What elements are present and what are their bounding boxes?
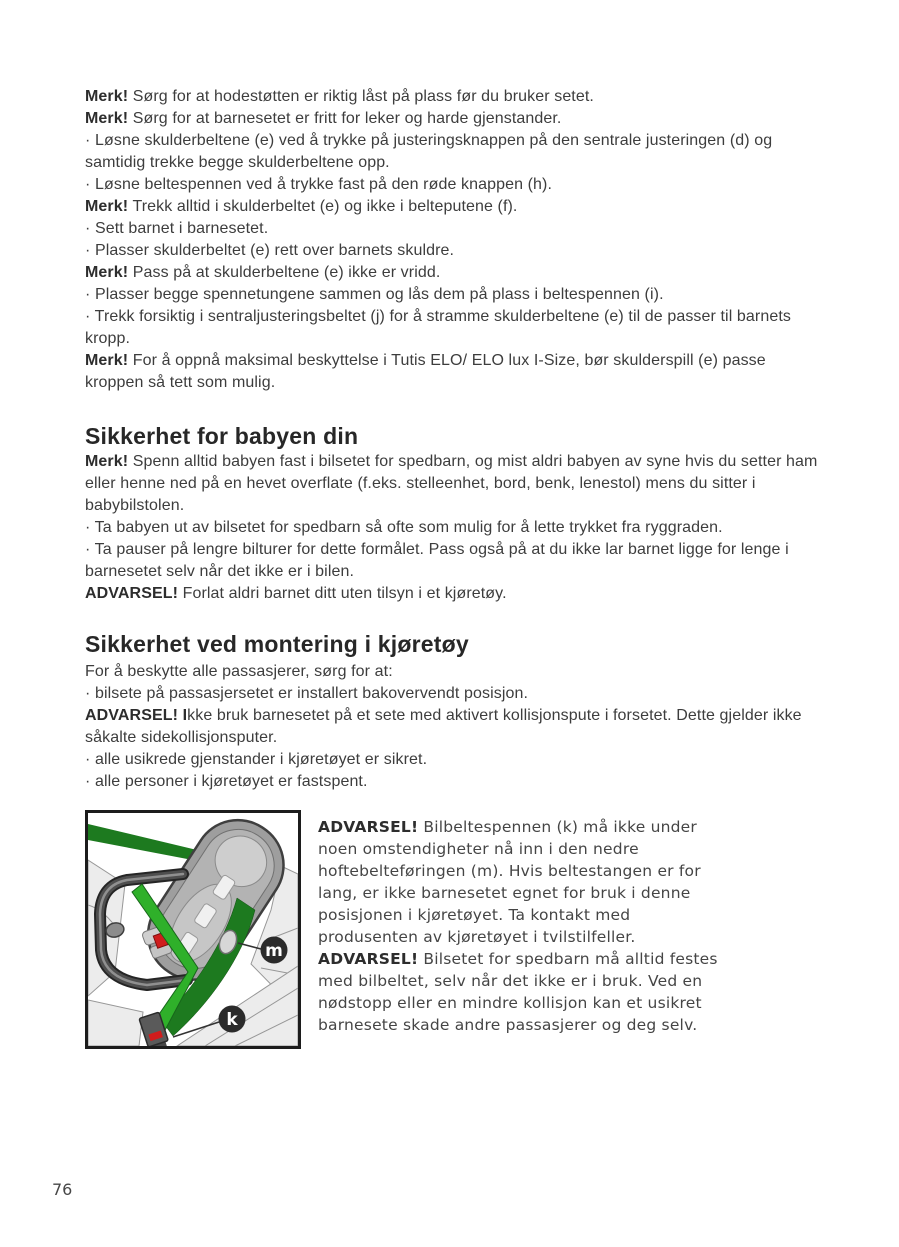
- paragraph: [85, 749, 822, 771]
- emphasis-label: Merk!: [85, 110, 129, 127]
- paragraph: [85, 240, 822, 262]
- paragraph: [85, 539, 822, 583]
- label-k-text: k: [226, 1010, 238, 1030]
- page-number: 76: [52, 1180, 73, 1199]
- intro-instructions: [85, 86, 822, 394]
- paragraph: [85, 174, 822, 196]
- paragraph-text: Forlat aldri barnet ditt uten tilsyn i et kjøretøy.: [178, 585, 507, 602]
- paragraph: [85, 771, 822, 793]
- paragraph-text: · Løsne beltespennen ved å trykke fast på den røde knappen (h).: [85, 176, 553, 193]
- paragraph-text: · Plasser skulderbeltet (e) rett over barnets skuldre.: [85, 242, 455, 259]
- warning-column: [318, 816, 732, 1036]
- paragraph-text: For å beskytte alle passasjerer, sørg for at:: [85, 663, 393, 680]
- emphasis-label: Merk!: [85, 264, 129, 281]
- paragraph-text: · Sett barnet i barnesetet.: [85, 220, 269, 237]
- label-m-badge: [261, 937, 288, 964]
- paragraph: [85, 262, 822, 284]
- paragraph-text: · Ta pauser på lengre bilturer for dette formålet. Pass også på at du ikke lar barnet ligge for lenge i barnesetet selv når det ikke er i bilen.: [85, 541, 789, 580]
- section-vehicle-safety: [85, 661, 822, 793]
- emphasis-label: Merk!: [85, 352, 129, 369]
- paragraph-text: Bilsetet for spedbarn må alltid festes med bilbeltet, selv når det ikke er i bruk. Ved en nødstopp eller en mindre kollisjon kan et usikret barnesete skade andre passasjerer og deg selv.: [318, 950, 718, 1034]
- label-m-text: m: [265, 941, 283, 961]
- emphasis-label: ADVARSEL!: [318, 950, 419, 968]
- paragraph-text: · Trekk forsiktig i sentraljusteringsbeltet (j) for å stramme skulderbeltene (e) til de passer til barnets kropp.: [85, 308, 791, 347]
- paragraph: [85, 350, 822, 394]
- paragraph-text: For å oppnå maksimal beskyttelse i Tutis ELO/ ELO lux I-Size, bør skulderspill (e) passe kroppen så tett som mulig.: [85, 352, 766, 391]
- emphasis-label: Merk!: [85, 453, 129, 470]
- warning-paragraph: [318, 816, 732, 948]
- emphasis-label: Merk!: [85, 88, 129, 105]
- section-heading-baby: Sikkerhet for babyen din: [85, 423, 359, 449]
- paragraph-text: Bilbeltespennen (k) må ikke under noen omstendigheter nå inn i den nedre hoftebelteføringen (m). Hvis beltestangen er for lang, er ikke barnesetet egnet for bruk i denne posisjonen i kjøretøyet. Ta kontakt med produsenten av kjøretøyet i tvilstilfeller.: [318, 818, 701, 946]
- paragraph: [85, 306, 822, 350]
- section-heading-vehicle: Sikkerhet ved montering i kjøretøy: [85, 631, 469, 657]
- paragraph: [85, 218, 822, 240]
- section-baby-safety: [85, 451, 822, 605]
- paragraph-text: · alle usikrede gjenstander i kjøretøyet er sikret.: [85, 751, 428, 768]
- paragraph: [85, 451, 822, 517]
- paragraph-text: Sørg for at hodestøtten er riktig låst på plass før du bruker setet.: [128, 88, 594, 105]
- paragraph: [85, 683, 822, 705]
- paragraph: [85, 86, 822, 108]
- car-seat-illustration: [85, 810, 301, 1049]
- paragraph-text: · alle personer i kjøretøyet er fastspent.: [85, 773, 368, 790]
- figure-car-seat-belt-routing: [85, 810, 301, 1049]
- paragraph: [85, 108, 822, 130]
- paragraph-text: · Plasser begge spennetungene sammen og lås dem på plass i beltespennen (i).: [85, 286, 664, 303]
- paragraph: [85, 130, 822, 174]
- paragraph-text: kke bruk barnesetet på et sete med aktivert kollisjonspute i forsetet. Dette gjelder ikke såkalte sidekollisjonsputer.: [85, 707, 802, 746]
- paragraph-text: Spenn alltid babyen fast i bilsetet for spedbarn, og mist aldri babyen av syne hvis du setter ham eller henne ned på en hevet overflate (f.eks. stelleenhet, bord, benk, lenestol) mens du sitter i babybilstolen.: [85, 453, 818, 514]
- paragraph: [85, 196, 822, 218]
- paragraph-text: · Ta babyen ut av bilsetet for spedbarn så ofte som mulig for å lette trykket fra ryggraden.: [85, 519, 723, 536]
- paragraph-text: Sørg for at barnesetet er fritt for leker og harde gjenstander.: [128, 110, 562, 127]
- paragraph-text: Pass på at skulderbeltene (e) ikke er vridd.: [128, 264, 441, 281]
- emphasis-label: ADVARSEL!: [318, 818, 419, 836]
- emphasis-label: ADVARSEL!: [85, 585, 179, 602]
- paragraph: [85, 517, 822, 539]
- paragraph-text: · Løsne skulderbeltene (e) ved å trykke på justeringsknappen på den sentrale justeringen (d) og samtidig trekke begge skulderbeltene opp.: [85, 132, 773, 171]
- paragraph: [85, 583, 822, 605]
- paragraph-text: Trekk alltid i skulderbeltet (e) og ikke i belteputene (f).: [128, 198, 518, 215]
- paragraph: [85, 661, 822, 683]
- paragraph: [85, 284, 822, 306]
- label-k-badge: [219, 1006, 246, 1033]
- warning-paragraph: [318, 948, 732, 1036]
- emphasis-label: Merk!: [85, 198, 129, 215]
- paragraph-text: · bilsete på passasjersetet er installert bakovervendt posisjon.: [85, 685, 529, 702]
- paragraph: [85, 705, 822, 749]
- emphasis-label: ADVARSEL! I: [85, 707, 188, 724]
